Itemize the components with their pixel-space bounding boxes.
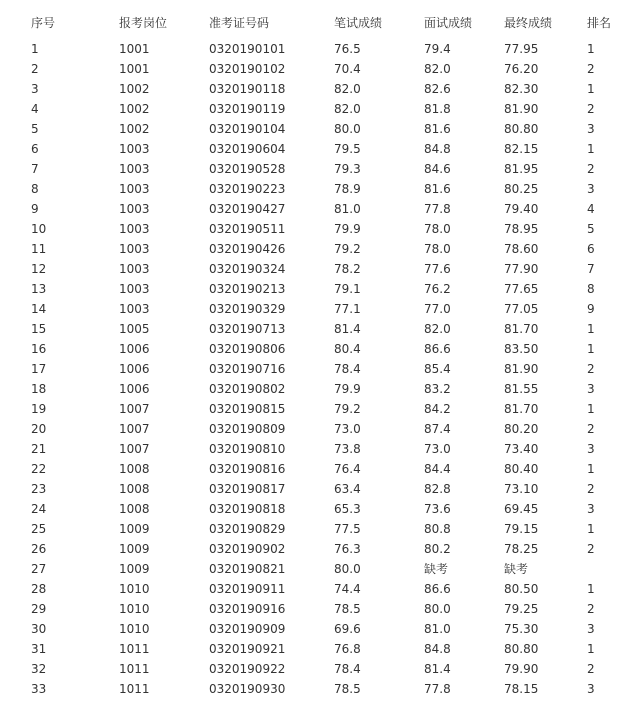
- cell-written: 76.3: [334, 542, 361, 556]
- cell-final: 73.40: [504, 442, 539, 456]
- cell-written: 79.1: [334, 282, 361, 296]
- cell-ticket: 0320190806: [209, 342, 286, 356]
- table-row: [0, 519, 635, 539]
- column-header-seq: 序号: [31, 16, 56, 30]
- cell-final: 81.70: [504, 402, 539, 416]
- cell-rank: 1: [587, 322, 595, 336]
- cell-final: 79.15: [504, 522, 539, 536]
- cell-ticket: 0320190921: [209, 642, 286, 656]
- cell-rank: 9: [587, 302, 595, 316]
- cell-final: 80.80: [504, 122, 539, 136]
- cell-seq: 14: [31, 302, 47, 316]
- cell-position: 1003: [119, 282, 150, 296]
- table-row: [0, 639, 635, 659]
- cell-interview: 86.6: [424, 342, 451, 356]
- cell-written: 78.9: [334, 182, 361, 196]
- cell-seq: 29: [31, 602, 47, 616]
- cell-final: 78.60: [504, 242, 539, 256]
- cell-seq: 25: [31, 522, 47, 536]
- table-row: [0, 139, 635, 159]
- cell-ticket: 0320190809: [209, 422, 286, 436]
- cell-interview: 77.8: [424, 682, 451, 696]
- cell-rank: 3: [587, 502, 595, 516]
- cell-interview: 84.2: [424, 402, 451, 416]
- cell-final: 缺考: [504, 562, 529, 576]
- cell-ticket: 0320190329: [209, 302, 286, 316]
- cell-interview: 81.6: [424, 182, 451, 196]
- table-header: [0, 13, 635, 33]
- cell-seq: 8: [31, 182, 39, 196]
- cell-seq: 16: [31, 342, 47, 356]
- cell-rank: 2: [587, 362, 595, 376]
- cell-ticket: 0320190911: [209, 582, 286, 596]
- cell-rank: 5: [587, 222, 595, 236]
- cell-seq: 24: [31, 502, 47, 516]
- cell-written: 76.4: [334, 462, 361, 476]
- cell-written: 78.2: [334, 262, 361, 276]
- table-row: [0, 439, 635, 459]
- table-row: [0, 659, 635, 679]
- cell-final: 81.90: [504, 362, 539, 376]
- column-header-rank: 排名: [587, 16, 612, 30]
- cell-written: 70.4: [334, 62, 361, 76]
- cell-ticket: 0320190829: [209, 522, 286, 536]
- cell-rank: 2: [587, 482, 595, 496]
- cell-ticket: 0320190909: [209, 622, 286, 636]
- cell-ticket: 0320190511: [209, 222, 286, 236]
- table-row: [0, 339, 635, 359]
- cell-interview: 82.0: [424, 62, 451, 76]
- cell-written: 78.5: [334, 602, 361, 616]
- cell-ticket: 0320190604: [209, 142, 286, 156]
- cell-position: 1010: [119, 582, 150, 596]
- cell-final: 80.80: [504, 642, 539, 656]
- table-row: [0, 419, 635, 439]
- cell-position: 1003: [119, 242, 150, 256]
- cell-ticket: 0320190324: [209, 262, 286, 276]
- cell-written: 79.2: [334, 242, 361, 256]
- cell-rank: 4: [587, 202, 595, 216]
- cell-written: 74.4: [334, 582, 361, 596]
- cell-seq: 9: [31, 202, 39, 216]
- cell-written: 79.3: [334, 162, 361, 176]
- cell-position: 1003: [119, 222, 150, 236]
- cell-position: 1007: [119, 422, 150, 436]
- cell-final: 82.30: [504, 82, 539, 96]
- cell-seq: 27: [31, 562, 47, 576]
- cell-ticket: 0320190816: [209, 462, 286, 476]
- cell-rank: 1: [587, 522, 595, 536]
- cell-seq: 33: [31, 682, 47, 696]
- cell-interview: 77.8: [424, 202, 451, 216]
- cell-rank: 1: [587, 342, 595, 356]
- cell-seq: 32: [31, 662, 47, 676]
- cell-interview: 80.8: [424, 522, 451, 536]
- cell-interview: 80.2: [424, 542, 451, 556]
- table-row: [0, 579, 635, 599]
- cell-interview: 80.0: [424, 602, 451, 616]
- cell-seq: 5: [31, 122, 39, 136]
- cell-position: 1001: [119, 62, 150, 76]
- column-header-final: 最终成绩: [504, 16, 553, 30]
- cell-interview: 78.0: [424, 242, 451, 256]
- cell-rank: 1: [587, 582, 595, 596]
- cell-ticket: 0320190118: [209, 82, 286, 96]
- cell-seq: 17: [31, 362, 47, 376]
- cell-ticket: 0320190223: [209, 182, 286, 196]
- cell-written: 78.4: [334, 662, 361, 676]
- cell-seq: 23: [31, 482, 47, 496]
- table-row: [0, 499, 635, 519]
- table-row: [0, 679, 635, 699]
- cell-interview: 86.6: [424, 582, 451, 596]
- cell-final: 80.50: [504, 582, 539, 596]
- table-row: [0, 399, 635, 419]
- cell-position: 1003: [119, 202, 150, 216]
- cell-rank: 2: [587, 542, 595, 556]
- cell-ticket: 0320190818: [209, 502, 286, 516]
- cell-rank: 8: [587, 282, 595, 296]
- cell-ticket: 0320190528: [209, 162, 286, 176]
- cell-position: 1010: [119, 622, 150, 636]
- cell-final: 79.25: [504, 602, 539, 616]
- cell-ticket: 0320190104: [209, 122, 286, 136]
- cell-final: 81.90: [504, 102, 539, 116]
- cell-final: 78.25: [504, 542, 539, 556]
- cell-rank: 3: [587, 182, 595, 196]
- cell-rank: 1: [587, 642, 595, 656]
- table-row: [0, 359, 635, 379]
- cell-seq: 2: [31, 62, 39, 76]
- cell-interview: 81.6: [424, 122, 451, 136]
- table-row: [0, 279, 635, 299]
- cell-ticket: 0320190213: [209, 282, 286, 296]
- cell-position: 1002: [119, 122, 150, 136]
- cell-position: 1009: [119, 522, 150, 536]
- table-row: [0, 459, 635, 479]
- column-header-position: 报考岗位: [119, 16, 168, 30]
- cell-written: 79.5: [334, 142, 361, 156]
- cell-rank: 3: [587, 682, 595, 696]
- table-row: [0, 299, 635, 319]
- cell-seq: 10: [31, 222, 47, 236]
- cell-interview: 82.0: [424, 322, 451, 336]
- cell-ticket: 0320190810: [209, 442, 286, 456]
- cell-final: 83.50: [504, 342, 539, 356]
- column-header-interview: 面试成绩: [424, 16, 473, 30]
- cell-interview: 82.6: [424, 82, 451, 96]
- cell-seq: 4: [31, 102, 39, 116]
- cell-seq: 7: [31, 162, 39, 176]
- cell-seq: 31: [31, 642, 47, 656]
- cell-position: 1005: [119, 322, 150, 336]
- cell-seq: 20: [31, 422, 47, 436]
- cell-written: 78.4: [334, 362, 361, 376]
- cell-position: 1006: [119, 342, 150, 356]
- cell-interview: 84.4: [424, 462, 451, 476]
- cell-final: 79.40: [504, 202, 539, 216]
- table-row: [0, 259, 635, 279]
- cell-rank: 3: [587, 122, 595, 136]
- cell-final: 76.20: [504, 62, 539, 76]
- cell-interview: 78.0: [424, 222, 451, 236]
- cell-written: 80.0: [334, 122, 361, 136]
- cell-ticket: 0320190930: [209, 682, 286, 696]
- column-header-written: 笔试成绩: [334, 16, 383, 30]
- cell-written: 63.4: [334, 482, 361, 496]
- cell-final: 77.95: [504, 42, 539, 56]
- cell-interview: 76.2: [424, 282, 451, 296]
- cell-rank: 2: [587, 162, 595, 176]
- cell-interview: 缺考: [424, 562, 449, 576]
- cell-rank: 3: [587, 622, 595, 636]
- cell-written: 79.9: [334, 222, 361, 236]
- cell-position: 1009: [119, 562, 150, 576]
- table-row: [0, 79, 635, 99]
- cell-written: 76.8: [334, 642, 361, 656]
- cell-position: 1006: [119, 362, 150, 376]
- cell-ticket: 0320190802: [209, 382, 286, 396]
- cell-interview: 85.4: [424, 362, 451, 376]
- table-row: [0, 599, 635, 619]
- cell-rank: 7: [587, 262, 595, 276]
- cell-interview: 82.8: [424, 482, 451, 496]
- cell-seq: 15: [31, 322, 47, 336]
- table-row: [0, 319, 635, 339]
- cell-ticket: 0320190716: [209, 362, 286, 376]
- cell-seq: 28: [31, 582, 47, 596]
- cell-position: 1003: [119, 162, 150, 176]
- cell-final: 81.55: [504, 382, 539, 396]
- cell-seq: 6: [31, 142, 39, 156]
- cell-position: 1008: [119, 462, 150, 476]
- table-row: [0, 39, 635, 59]
- cell-interview: 73.0: [424, 442, 451, 456]
- cell-position: 1003: [119, 142, 150, 156]
- cell-written: 80.0: [334, 562, 361, 576]
- cell-written: 79.9: [334, 382, 361, 396]
- cell-written: 79.2: [334, 402, 361, 416]
- cell-final: 77.05: [504, 302, 539, 316]
- cell-rank: 2: [587, 62, 595, 76]
- cell-rank: 3: [587, 442, 595, 456]
- cell-final: 81.70: [504, 322, 539, 336]
- table-row: [0, 239, 635, 259]
- cell-rank: 3: [587, 382, 595, 396]
- cell-seq: 19: [31, 402, 47, 416]
- table-row: [0, 119, 635, 139]
- cell-written: 65.3: [334, 502, 361, 516]
- cell-final: 80.25: [504, 182, 539, 196]
- cell-position: 1011: [119, 682, 150, 696]
- cell-interview: 73.6: [424, 502, 451, 516]
- cell-ticket: 0320190119: [209, 102, 286, 116]
- cell-written: 77.5: [334, 522, 361, 536]
- cell-seq: 30: [31, 622, 47, 636]
- cell-rank: 1: [587, 82, 595, 96]
- cell-interview: 83.2: [424, 382, 451, 396]
- cell-rank: 1: [587, 42, 595, 56]
- cell-final: 69.45: [504, 502, 539, 516]
- cell-seq: 18: [31, 382, 47, 396]
- cell-rank: 2: [587, 422, 595, 436]
- table-row: [0, 59, 635, 79]
- cell-written: 80.4: [334, 342, 361, 356]
- column-header-ticket: 准考证号码: [209, 16, 270, 30]
- cell-final: 77.90: [504, 262, 539, 276]
- cell-position: 1007: [119, 402, 150, 416]
- cell-final: 81.95: [504, 162, 539, 176]
- cell-interview: 81.8: [424, 102, 451, 116]
- cell-position: 1011: [119, 662, 150, 676]
- cell-seq: 21: [31, 442, 47, 456]
- cell-written: 82.0: [334, 102, 361, 116]
- cell-written: 82.0: [334, 82, 361, 96]
- cell-position: 1003: [119, 262, 150, 276]
- cell-position: 1002: [119, 82, 150, 96]
- cell-position: 1002: [119, 102, 150, 116]
- cell-written: 73.0: [334, 422, 361, 436]
- cell-final: 78.15: [504, 682, 539, 696]
- cell-ticket: 0320190922: [209, 662, 286, 676]
- cell-rank: 1: [587, 142, 595, 156]
- cell-written: 69.6: [334, 622, 361, 636]
- cell-interview: 84.6: [424, 162, 451, 176]
- table-row: [0, 559, 635, 579]
- cell-final: 75.30: [504, 622, 539, 636]
- cell-ticket: 0320190102: [209, 62, 286, 76]
- cell-interview: 77.6: [424, 262, 451, 276]
- cell-interview: 81.0: [424, 622, 451, 636]
- cell-written: 81.0: [334, 202, 361, 216]
- table-row: [0, 199, 635, 219]
- cell-interview: 87.4: [424, 422, 451, 436]
- cell-position: 1010: [119, 602, 150, 616]
- table-row: [0, 99, 635, 119]
- cell-ticket: 0320190916: [209, 602, 286, 616]
- cell-interview: 84.8: [424, 642, 451, 656]
- cell-ticket: 0320190902: [209, 542, 286, 556]
- cell-final: 77.65: [504, 282, 539, 296]
- cell-seq: 1: [31, 42, 39, 56]
- cell-final: 80.20: [504, 422, 539, 436]
- cell-final: 80.40: [504, 462, 539, 476]
- cell-ticket: 0320190815: [209, 402, 286, 416]
- cell-interview: 77.0: [424, 302, 451, 316]
- cell-ticket: 0320190426: [209, 242, 286, 256]
- cell-ticket: 0320190821: [209, 562, 286, 576]
- cell-ticket: 0320190427: [209, 202, 286, 216]
- cell-rank: 2: [587, 102, 595, 116]
- cell-position: 1006: [119, 382, 150, 396]
- cell-final: 79.90: [504, 662, 539, 676]
- cell-interview: 84.8: [424, 142, 451, 156]
- cell-position: 1011: [119, 642, 150, 656]
- cell-ticket: 0320190817: [209, 482, 286, 496]
- cell-written: 81.4: [334, 322, 361, 336]
- cell-seq: 13: [31, 282, 47, 296]
- table-row: [0, 379, 635, 399]
- cell-rank: 2: [587, 602, 595, 616]
- cell-final: 73.10: [504, 482, 539, 496]
- cell-rank: 2: [587, 662, 595, 676]
- table-row: [0, 539, 635, 559]
- cell-position: 1008: [119, 502, 150, 516]
- cell-written: 73.8: [334, 442, 361, 456]
- cell-final: 78.95: [504, 222, 539, 236]
- cell-interview: 79.4: [424, 42, 451, 56]
- cell-ticket: 0320190713: [209, 322, 286, 336]
- table-row: [0, 479, 635, 499]
- cell-position: 1001: [119, 42, 150, 56]
- cell-seq: 3: [31, 82, 39, 96]
- cell-position: 1007: [119, 442, 150, 456]
- cell-rank: 1: [587, 402, 595, 416]
- cell-written: 76.5: [334, 42, 361, 56]
- cell-rank: 6: [587, 242, 595, 256]
- table-row: [0, 179, 635, 199]
- cell-position: 1003: [119, 302, 150, 316]
- cell-seq: 11: [31, 242, 47, 256]
- cell-seq: 22: [31, 462, 47, 476]
- cell-position: 1008: [119, 482, 150, 496]
- cell-rank: 1: [587, 462, 595, 476]
- cell-interview: 81.4: [424, 662, 451, 676]
- cell-position: 1003: [119, 182, 150, 196]
- cell-ticket: 0320190101: [209, 42, 286, 56]
- cell-position: 1009: [119, 542, 150, 556]
- table-row: [0, 219, 635, 239]
- cell-seq: 12: [31, 262, 47, 276]
- cell-written: 78.5: [334, 682, 361, 696]
- table-row: [0, 159, 635, 179]
- cell-seq: 26: [31, 542, 47, 556]
- cell-final: 82.15: [504, 142, 539, 156]
- table-row: [0, 619, 635, 639]
- cell-written: 77.1: [334, 302, 361, 316]
